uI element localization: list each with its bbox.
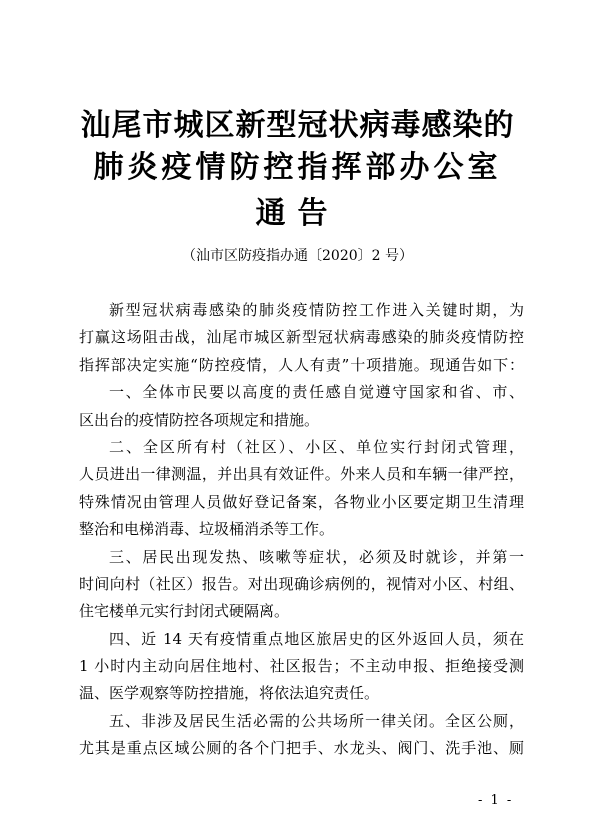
body-line: 时间向村（社区）报告。对出现确诊病例的，视情对小区、村组、 [79, 574, 524, 593]
body-line: 四、近 14 天有疫情重点地区旅居史的区外返回人员，须在 [109, 629, 524, 648]
body-line: 尤其是重点区域公厕的各个门把手、水龙头、阀门、洗手池、厕 [79, 739, 524, 758]
body-line: 一、全体市民要以高度的责任感自觉遵守国家和省、市、 [109, 383, 524, 402]
body-line: 五、非涉及居民生活必需的公共场所一律关闭。全区公厕， [109, 711, 524, 730]
body-line: 住宅楼单元实行封闭式硬隔离。 [79, 602, 290, 621]
body-line: 温、医学观察等防控措施，将依法追究责任。 [79, 684, 380, 703]
body-line: 区出台的疫情防控各项规定和措施。 [79, 410, 320, 429]
body-line: 指挥部决定实施“防控疫情，人人有责”十项措施。现通告如下： [79, 355, 524, 374]
document-title-line-1: 汕尾市城区新型冠状病毒感染的 [80, 108, 515, 143]
body-line: 人员进出一律测温，并出具有效证件。外来人员和车辆一律严控， [79, 465, 524, 484]
document-number: （汕市区防疫指办通〔2020〕2 号） [182, 248, 413, 264]
document-title-line-2: 肺炎疫情防控指挥部办公室 [93, 150, 502, 185]
body-line: 新型冠状病毒感染的肺炎疫情防控工作进入关键时期，为 [109, 301, 524, 319]
document-body [79, 297, 524, 763]
page-number: - 1 - [478, 793, 514, 808]
body-line: 特殊情况由管理人员做好登记备案，各物业小区要定期卫生清理 [79, 492, 524, 511]
body-line: 三、居民出现发热、咳嗽等症状，必须及时就诊，并第一 [109, 547, 524, 566]
document-title-line-3: 通告 [255, 196, 340, 231]
body-line: 二、全区所有村（社区）、小区、单位实行封闭式管理， [109, 437, 524, 456]
body-line: 1 小时内主动向居住地村、社区报告；不主动申报、拒绝接受测 [79, 657, 524, 676]
body-line: 整治和电梯消毒、垃圾桶消杀等工作。 [79, 520, 335, 539]
body-line: 打赢这场阻击战，汕尾市城区新型冠状病毒感染的肺炎疫情防控 [79, 328, 524, 347]
